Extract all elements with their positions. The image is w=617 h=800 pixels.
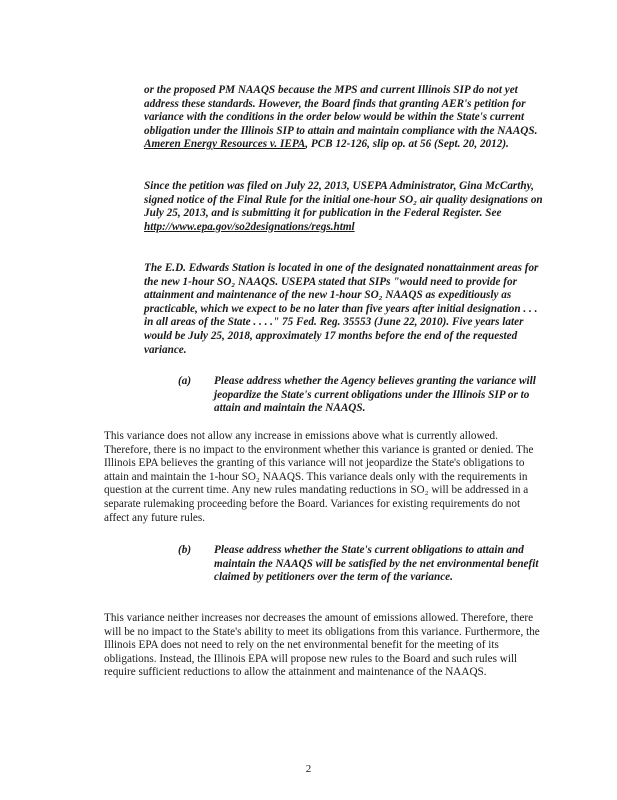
answer-a-paragraph: This variance does not allow any increase in emissions above what is currently allowed. Therefore, there is no impact to the environment whether this variance is granted or denied. The Illinois EPA believes the granting of this variance will not jeopardize the State's obligations to attain and maintain the 1-hour SO₂ NAAQS. This variance deals only with the requirements in question at the current time. Any new rules mandating reductions in SO₂ will be addressed in a separate rulemaking proceeding before the Board. Variances for existing requirements do not affect any future rules. <box>104 430 534 524</box>
item-a-label: (a) <box>178 375 192 387</box>
item-a-question: Please address whether the Agency believes granting the variance will jeopardize the State's current obligations under the Illinois SIP or to attain and maintain the NAAQS. <box>214 375 536 415</box>
quote-block-3: The E.D. Edwards Station is located in one of the designated nonattainment areas for the new 1-hour SO₂ NAAQS. USEPA stated that SIPs "would need to provide for attainment and maintenance of the new 1-hour SO₂ NAAQS as expeditiously as practicable, which we expect to be no later than five years after initial designation . . . in all areas of the State . . . ." 75 Fed. Reg. 35553 (June 22, 2010). Five years later would be July 25, 2018, approximately 17 months before the end of the requested variance. <box>144 262 539 356</box>
item-b-question: Please address whether the State's current obligations to attain and maintain the NAAQS will be satisfied by the net environmental benefit claimed by petitioners over the term of the variance. <box>214 544 539 584</box>
case-citation: Ameren Energy Resources v. IEPA <box>144 138 306 151</box>
epa-link[interactable]: http://www.epa.gov/so2designations/regs.html <box>144 220 355 233</box>
quote-block-2 <box>144 180 544 234</box>
item-b-label: (b) <box>178 544 192 556</box>
quote-block-1-tail: , PCB 12-126, slip op. at 56 (Sept. 20, 2012). <box>305 138 509 151</box>
answer-b-paragraph: This variance neither increases nor decreases the amount of emissions allowed. Therefore, there will be no impact to the State's ability to meet its obligations from this variance. Furthermore, the Illinois EPA does not need to rely on the net environmental benefit for the meeting of its obligations. Instead, the Illinois EPA will propose new rules to the Board and such rules will require sufficient reductions to allow the attainment and maintenance of the NAAQS. <box>104 612 540 679</box>
quote-block-2-text: Since the petition was filed on July 22, 2013, USEPA Administrator, Gina McCarthy, signed notice of the Final Rule for the initial one-hour SO₂ air quality designations on July 25, 2013, and is submitting it for publication in the Federal Register. See <box>144 180 543 220</box>
page-number: 2 <box>305 763 312 775</box>
quote-block-1-text: or the proposed PM NAAQS because the MPS and current Illinois SIP do not yet address these standards. However, the Board finds that granting AER's petition for variance with the conditions in the order below would be within the State's current obligation under the Illinois SIP to attain and maintain compliance with the NAAQS. <box>144 84 538 137</box>
quote-block-1 <box>144 84 544 152</box>
